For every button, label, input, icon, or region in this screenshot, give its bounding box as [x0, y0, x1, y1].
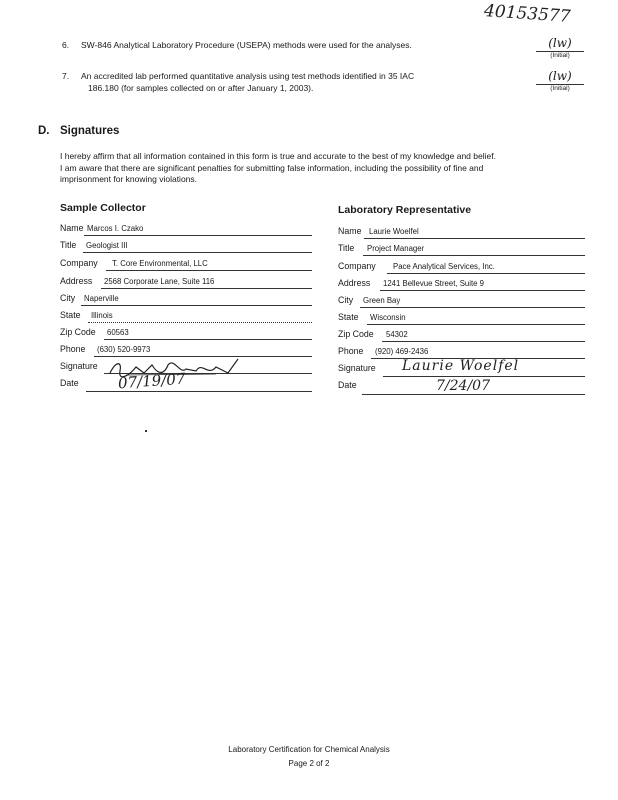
item-6-number: 6.	[62, 40, 70, 50]
collector-signature-label: Signature	[60, 361, 98, 371]
collector-title-line	[83, 252, 312, 253]
item-6-text: SW-846 Analytical Laboratory Procedure (USEPA) methods were used for the analyses.	[81, 40, 412, 50]
item-7-number: 7.	[62, 71, 70, 81]
lab-city-value: Green Bay	[363, 296, 401, 305]
collector-date-handwritten: 07/19/07	[117, 369, 186, 393]
collector-company-label: Company	[60, 258, 98, 268]
lab-signature-label: Signature	[338, 363, 376, 373]
lab-address-value: 1241 Bellevue Street, Suite 9	[383, 279, 484, 288]
item-6-initial-label: (Initial)	[550, 52, 570, 59]
lab-title-label: Title	[338, 243, 355, 253]
lab-date-label: Date	[338, 380, 357, 390]
footer-title: Laboratory Certification for Chemical Analysis	[228, 745, 390, 754]
collector-phone-value: (630) 520-9973	[97, 345, 151, 354]
sample-collector-heading: Sample Collector	[60, 202, 146, 214]
affirmation-line-2: I am aware that there are significant penalties for submitting false information, including the possibility of fine and	[60, 162, 484, 173]
lab-zip-line	[382, 341, 585, 342]
lab-city-line	[360, 307, 585, 308]
lab-name-value: Laurie Woelfel	[369, 227, 419, 236]
lab-date-handwritten: 7/24/07	[436, 378, 490, 394]
collector-zip-value: 60563	[107, 328, 129, 337]
collector-name-line	[84, 235, 312, 236]
section-title: Signatures	[60, 125, 120, 137]
lab-company-line	[387, 273, 585, 274]
section-letter: D.	[38, 125, 50, 137]
lab-address-label: Address	[338, 278, 371, 288]
lab-signature-handwritten: Laurie Woelfel	[402, 358, 520, 374]
collector-company-line	[106, 270, 312, 271]
collector-zip-label: Zip Code	[60, 327, 96, 337]
lab-city-label: City	[338, 295, 354, 305]
collector-state-line	[88, 322, 312, 323]
scan-speck	[145, 430, 147, 432]
lab-state-label: State	[338, 312, 359, 322]
collector-name-value: Marcos I. Czako	[87, 224, 144, 233]
collector-address-label: Address	[60, 276, 93, 286]
collector-date-label: Date	[60, 378, 79, 388]
item-7-initial-label: (Initial)	[550, 85, 570, 92]
lab-state-value: Wisconsin	[370, 313, 406, 322]
lab-company-value: Pace Analytical Services, Inc.	[393, 262, 495, 271]
lab-phone-label: Phone	[338, 346, 364, 356]
collector-title-label: Title	[60, 240, 77, 250]
collector-state-label: State	[60, 310, 81, 320]
lab-title-line	[363, 255, 585, 256]
collector-address-value: 2568 Corporate Lane, Suite 116	[104, 277, 215, 286]
lab-state-line	[367, 324, 585, 325]
collector-name-label: Name	[60, 223, 84, 233]
affirmation-line-1: I hereby affirm that all information contained in this form is true and accurate to the best of my knowledge and belief.	[60, 151, 496, 161]
affirmation-line-3: imprisonment for knowing violations.	[60, 174, 198, 184]
item-7-initial-mark: (lw)	[548, 69, 572, 83]
collector-address-line	[101, 288, 312, 289]
collector-company-value: T. Core Environmental, LLC	[112, 259, 208, 268]
footer-page-number: Page 2 of 2	[288, 759, 330, 768]
collector-zip-line	[104, 339, 312, 340]
collector-state-value: Illinois	[91, 311, 113, 320]
collector-city-label: City	[60, 293, 76, 303]
lab-company-label: Company	[338, 261, 376, 271]
item-7-text-line2: 186.180 (for samples collected on or after January 1, 2003).	[88, 83, 314, 93]
document-reference-number: 40153577	[483, 1, 572, 27]
collector-city-line	[81, 305, 312, 306]
lab-representative-heading: Laboratory Representative	[338, 204, 472, 216]
lab-zip-label: Zip Code	[338, 329, 374, 339]
lab-title-value: Project Manager	[367, 244, 425, 253]
collector-city-value: Naperville	[84, 294, 119, 303]
lab-phone-value: (920) 469-2436	[375, 347, 429, 356]
lab-name-line	[364, 238, 585, 239]
lab-name-label: Name	[338, 226, 362, 236]
item-6-initial-mark: (lw)	[548, 36, 572, 50]
collector-title-value: Geologist III	[86, 241, 128, 250]
lab-date-line	[362, 394, 585, 395]
lab-zip-value: 54302	[386, 330, 408, 339]
lab-address-line	[380, 290, 585, 291]
lab-signature-line	[383, 376, 585, 377]
item-7-text-line1: An accredited lab performed quantitative analysis using test methods identified in 35 IAC	[81, 71, 415, 81]
collector-phone-label: Phone	[60, 344, 86, 354]
